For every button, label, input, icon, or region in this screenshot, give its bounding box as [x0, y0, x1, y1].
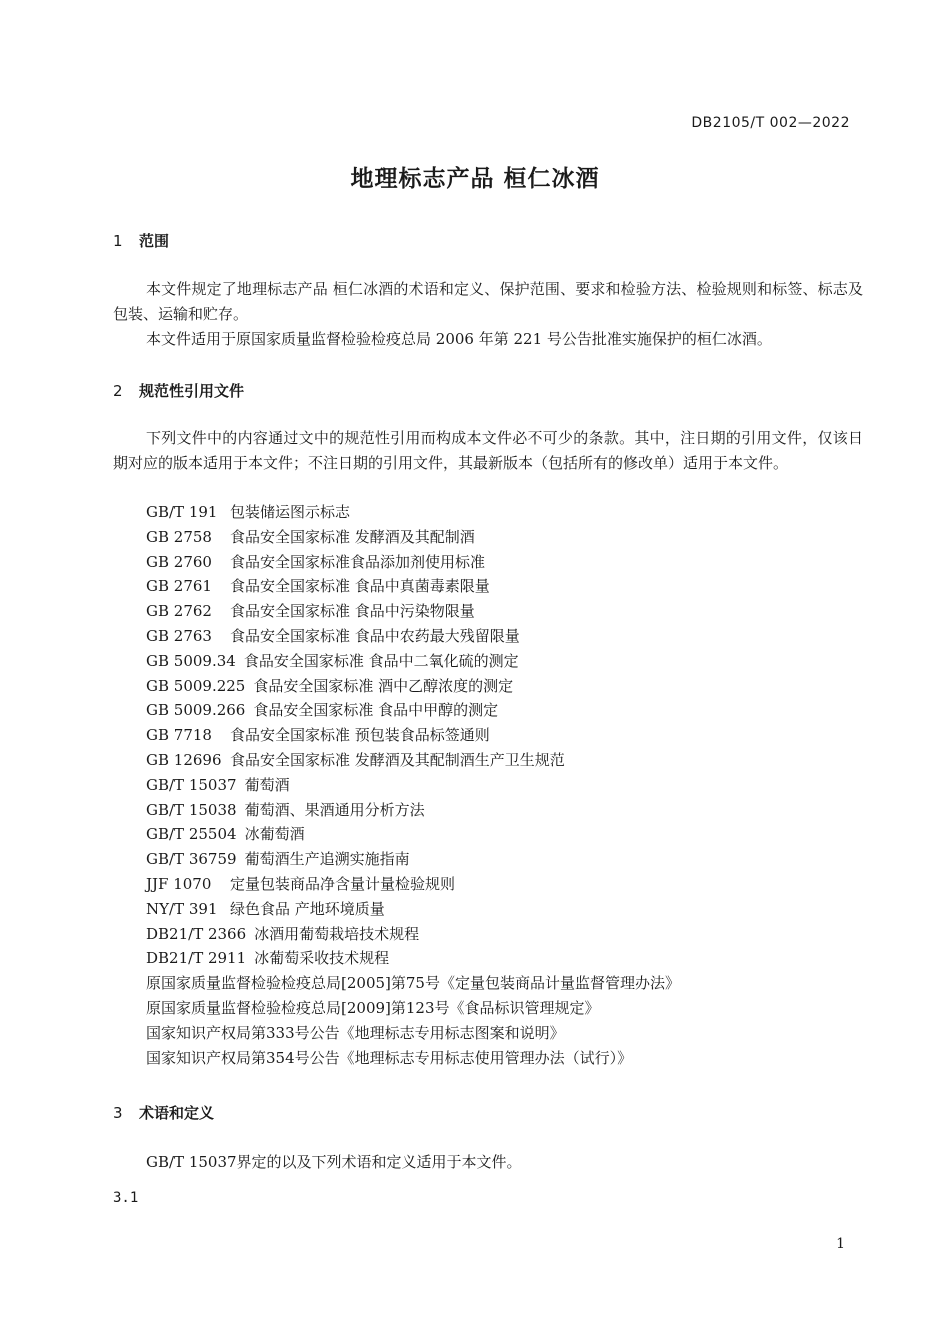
- reference-item: [146, 723, 680, 748]
- section-3-heading: [113, 1102, 214, 1123]
- section-2-intro: 下列文件中的内容通过文中的规范性引用而构成本文件必不可少的条款。其中，注日期的引用文件，仅该日期对应的版本适用于本文件；不注日期的引用文件，其最新版本（包括所有的修改单）适用于本文件。: [113, 429, 863, 472]
- normative-references-list: [146, 500, 680, 1070]
- reference-code: GB 5009.34: [146, 651, 236, 670]
- reference-code: GB 5009.266: [146, 701, 246, 720]
- reference-item: [146, 922, 680, 947]
- reference-code: GB 2761: [146, 577, 212, 596]
- reference-item: [146, 748, 680, 773]
- section-title: 范围: [139, 232, 170, 250]
- reference-code: GB 2758: [146, 527, 212, 546]
- reference-title: 包装储运图示标志: [230, 503, 351, 521]
- reference-title: 葡萄酒生产追溯实施指南: [244, 850, 410, 869]
- reference-item: [146, 798, 680, 823]
- section-number: 1: [113, 232, 123, 250]
- reference-item: [146, 773, 680, 798]
- reference-title: 冰葡萄酒: [244, 825, 305, 844]
- reference-title: 国家知识产权局第354号公告《地理标志专用标志使用管理办法（试行）》: [146, 1048, 633, 1067]
- reference-title: 食品安全国家标准 食品中农药最大残留限量: [230, 626, 520, 645]
- reference-title: 食品安全国家标准 食品中二氧化硫的测定: [243, 651, 519, 670]
- section-number: 3: [113, 1104, 123, 1122]
- reference-title: 食品安全国家标准 预包装食品标签通则: [230, 726, 490, 745]
- section-number: 2: [113, 382, 123, 400]
- reference-code: GB 2760: [146, 552, 212, 571]
- reference-item: [146, 897, 680, 922]
- reference-title: 冰葡萄采收技术规程: [254, 949, 390, 968]
- subsection-number: 3.1: [113, 1190, 139, 1206]
- reference-code: GB 7718: [146, 726, 212, 745]
- reference-title: 国家知识产权局第333号公告《地理标志专用标志图案和说明》: [146, 1023, 565, 1042]
- reference-title: 绿色食品 产地环境质量: [230, 899, 385, 918]
- reference-code: GB 2762: [146, 602, 212, 621]
- reference-title: 原国家质量监督检验检疫总局[2009]第123号《食品标识管理规定》: [146, 998, 600, 1017]
- section-title: 规范性引用文件: [139, 382, 245, 400]
- reference-item: [146, 872, 680, 897]
- reference-item: [146, 996, 680, 1021]
- reference-code: GB/T 25504: [146, 825, 237, 844]
- reference-code: GB 12696: [146, 750, 222, 769]
- reference-item: [146, 698, 680, 723]
- reference-item: [146, 1046, 680, 1071]
- reference-code: GB/T 15038: [146, 800, 237, 819]
- reference-item: [146, 971, 680, 996]
- section-title: 术语和定义: [139, 1104, 215, 1122]
- reference-code: GB 5009.225: [146, 676, 246, 695]
- reference-item: [146, 500, 680, 525]
- reference-code: GB/T 15037: [146, 775, 237, 794]
- reference-title: 食品安全国家标准 食品中真菌毒素限量: [230, 577, 490, 596]
- reference-item: [146, 1021, 680, 1046]
- section-2-heading: [113, 380, 244, 401]
- document-code: DB2105/T 002—2022: [691, 115, 850, 131]
- reference-title: 食品安全国家标准食品添加剂使用标准: [230, 552, 486, 571]
- section-1-paragraph-2: 本文件适用于原国家质量监督检验检疫总局 2006 年第 221 号公告批准实施保护的桓仁冰酒。: [146, 330, 772, 348]
- reference-item: [146, 599, 680, 624]
- reference-code: DB21/T 2366: [146, 924, 247, 943]
- reference-code: GB 2763: [146, 626, 212, 645]
- reference-title: 葡萄酒: [244, 775, 290, 794]
- reference-item: [146, 946, 680, 971]
- reference-title: 定量包装商品净含量计量检验规则: [230, 874, 456, 893]
- reference-title: 葡萄酒、果酒通用分析方法: [244, 800, 425, 819]
- reference-title: 原国家质量监督检验检疫总局[2005]第75号《定量包装商品计量监督管理办法》: [146, 974, 680, 993]
- reference-item: [146, 574, 680, 599]
- reference-title: 冰酒用葡萄栽培技术规程: [254, 924, 420, 943]
- reference-title: 食品安全国家标准 食品中甲醇的测定: [253, 701, 499, 720]
- section-1-paragraph-1: 本文件规定了地理标志产品 桓仁冰酒的术语和定义、保护范围、要求和检验方法、检验规则和标签、标志及包装、运输和贮存。: [113, 280, 863, 323]
- reference-code: GB/T 36759: [146, 850, 237, 869]
- reference-item: [146, 847, 680, 872]
- reference-title: 食品安全国家标准 发酵酒及其配制酒生产卫生规范: [230, 750, 565, 769]
- reference-title: 食品安全国家标准 酒中乙醇浓度的测定: [253, 676, 514, 695]
- page-number: 1: [836, 1236, 845, 1252]
- document-title: 地理标志产品 桓仁冰酒: [350, 166, 600, 192]
- reference-title: 食品安全国家标准 发酵酒及其配制酒: [230, 527, 475, 546]
- reference-item: [146, 822, 680, 847]
- reference-code: GB/T 191: [146, 503, 218, 521]
- reference-title: 食品安全国家标准 食品中污染物限量: [230, 602, 475, 621]
- section-1-heading: [113, 230, 169, 251]
- reference-code: DB21/T 2911: [146, 949, 247, 968]
- reference-item: [146, 624, 680, 649]
- reference-code: NY/T 391: [146, 899, 218, 918]
- reference-item: [146, 525, 680, 550]
- reference-item: [146, 674, 680, 699]
- reference-item: [146, 550, 680, 575]
- reference-code: JJF 1070: [146, 874, 212, 893]
- reference-item: [146, 649, 680, 674]
- section-3-intro: GB/T 15037界定的以及下列术语和定义适用于本文件。: [146, 1153, 522, 1171]
